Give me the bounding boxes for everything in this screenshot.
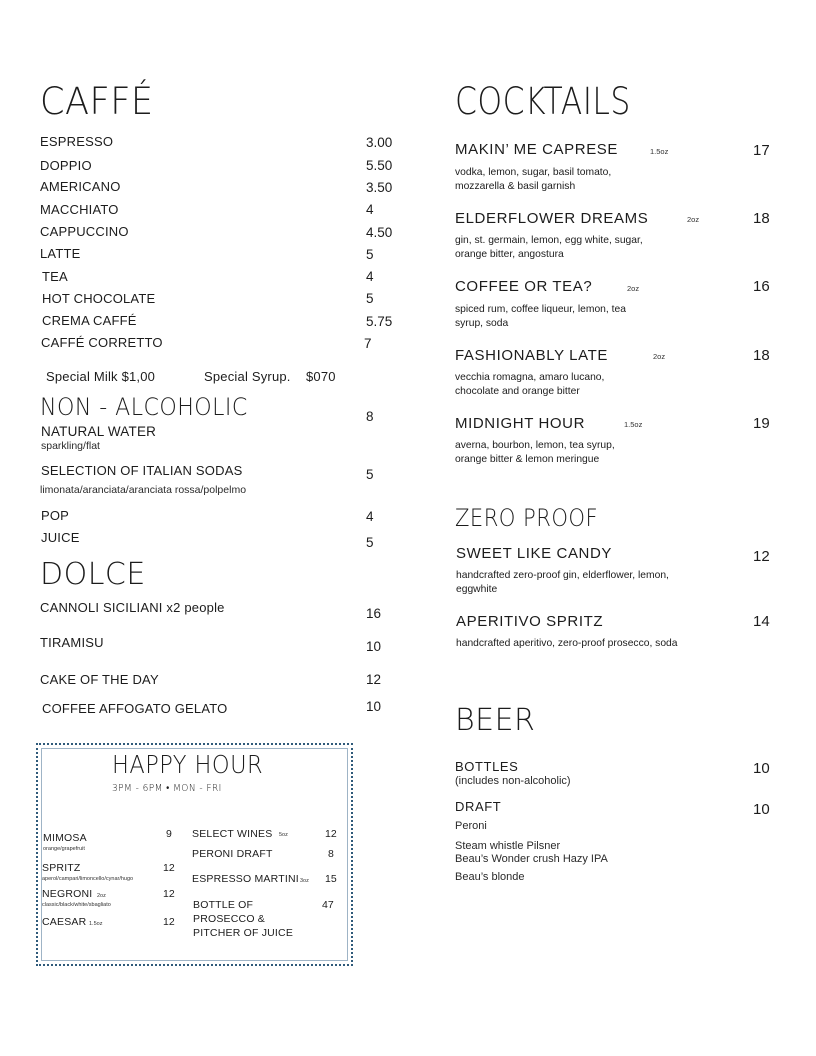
- cocktail-price: 17: [753, 142, 770, 159]
- cocktail-price: 18: [753, 210, 770, 227]
- menu-item-price: 3.50: [366, 180, 393, 195]
- menu-item-price: 5: [366, 535, 374, 550]
- special-syrup-price: $070: [306, 369, 336, 384]
- cocktail-price: 16: [753, 278, 770, 295]
- hh-item-name: SPRITZ: [42, 862, 81, 874]
- beer-bottles-price: 10: [753, 760, 770, 777]
- menu-item-price: 4: [366, 269, 374, 284]
- beer-bottles-name: BOTTLES: [455, 759, 519, 774]
- hh-item-price: 12: [163, 862, 175, 874]
- draft-beer-item: Steam whistle Pilsner: [455, 840, 561, 852]
- caffe-heading: CAFFÉ: [40, 80, 154, 123]
- hh-item-name: ESPRESSO MARTINI: [192, 873, 299, 885]
- hh-item-price: 47: [322, 899, 334, 911]
- hh-item-volume: 3oz: [300, 878, 309, 884]
- cocktail-description: spiced rum, coffee liqueur, lemon, tea syrup, soda: [455, 304, 626, 329]
- hh-item-volume: 1.5oz: [89, 921, 103, 927]
- hh-item-name: PERONI DRAFT: [192, 848, 273, 860]
- hh-item-price: 12: [325, 828, 337, 840]
- zero-proof-description: handcrafted aperitivo, zero-proof prosecco, soda: [456, 638, 678, 649]
- menu-item-name: ESPRESSO: [40, 134, 114, 149]
- cocktail-volume: 1.5oz: [624, 420, 643, 429]
- menu-item-name: JUICE: [41, 530, 80, 545]
- menu-item-price: 3.00: [366, 135, 393, 150]
- menu-item-name: CREMA CAFFÉ: [42, 313, 137, 328]
- zero-proof-heading: ZERO PROOF: [455, 504, 599, 532]
- draft-beer-item: Peroni: [455, 820, 487, 832]
- draft-beer-item: Beau’s Wonder crush Hazy IPA: [455, 853, 608, 865]
- cocktail-description: vodka, lemon, sugar, basil tomato, mozzarella & basil garnish: [455, 167, 612, 192]
- menu-item-price: 4: [366, 509, 374, 524]
- hh-item-volume: 2oz: [97, 893, 106, 899]
- hh-item-description: classic/black/white/sbagliato: [42, 902, 111, 908]
- menu-item-price: 5.75: [366, 314, 393, 329]
- menu-item-price: 4.50: [366, 225, 393, 240]
- cocktail-description: gin, st. germain, lemon, egg white, sugar, orange bitter, angostura: [455, 235, 643, 260]
- cocktail-name: ELDERFLOWER DREAMS: [455, 210, 649, 227]
- hh-item-price: 8: [328, 848, 334, 860]
- cocktail-volume: 1.5oz: [650, 147, 669, 156]
- menu-item-name: CAPPUCCINO: [40, 224, 129, 239]
- cocktail-name: MAKIN’ ME CAPRESE: [455, 141, 619, 158]
- menu-item-name: MACCHIATO: [40, 202, 119, 217]
- menu-item-price: 4: [366, 202, 374, 217]
- hh-item-name: PROSECCO &: [193, 913, 266, 925]
- cocktails-heading: COCKTAILS: [455, 80, 631, 123]
- menu-item-name: AMERICANO: [40, 179, 121, 194]
- hh-item-name: PITCHER OF JUICE: [193, 927, 294, 939]
- happy-hour-schedule: 3PM - 6PM • MON - FRI: [112, 783, 222, 794]
- hh-item-price: 9: [166, 828, 172, 840]
- menu-item-description: sparkling/flat: [41, 440, 100, 452]
- cocktail-volume: 2oz: [687, 215, 700, 224]
- beer-bottles-description: (includes non-alcoholic): [455, 775, 571, 787]
- hh-item-name: SELECT WINES: [192, 828, 273, 840]
- zero-proof-name: SWEET LIKE CANDY: [456, 545, 613, 562]
- dolce-heading: DOLCE: [40, 557, 146, 592]
- beer-draft-name: DRAFT: [455, 799, 502, 814]
- menu-item-name: LATTE: [40, 246, 81, 261]
- cocktail-volume: 2oz: [627, 284, 640, 293]
- menu-item-name: CAKE OF THE DAY: [40, 672, 159, 687]
- cocktail-volume: 2oz: [653, 352, 666, 361]
- menu-item-name: TEA: [42, 269, 68, 284]
- menu-item-name: HOT CHOCOLATE: [42, 291, 156, 306]
- menu-item-description: limonata/aranciata/aranciata rossa/polpelmo: [40, 484, 247, 496]
- menu-item-price: 16: [366, 606, 382, 621]
- menu-item-price: 10: [366, 699, 382, 714]
- zero-proof-price: 14: [753, 613, 770, 630]
- hh-item-description: orange/grapefruit: [43, 846, 85, 852]
- happy-hour-heading: HAPPY HOUR: [112, 750, 264, 779]
- menu-item-name: CANNOLI SICILIANI x2 people: [40, 600, 225, 615]
- cocktail-price: 19: [753, 415, 770, 432]
- beer-draft-price: 10: [753, 801, 770, 818]
- menu-item-price: 7: [364, 336, 372, 351]
- menu-item-price: 5: [366, 247, 374, 262]
- hh-item-description: aperol/campari/limoncello/cynar/hugo: [42, 876, 134, 882]
- cocktail-price: 18: [753, 347, 770, 364]
- menu-item-price: 10: [366, 639, 382, 654]
- zero-proof-description: handcrafted zero-proof gin, elderflower, lemon, eggwhite: [456, 570, 669, 595]
- non-alcoholic-heading: NON - ALCOHOLIC: [40, 393, 248, 421]
- hh-item-name: MIMOSA: [43, 832, 87, 844]
- hh-item-price: 15: [325, 873, 337, 885]
- menu-item-price: 5: [366, 291, 374, 306]
- hh-item-volume: 5oz: [279, 832, 288, 838]
- draft-beer-item: Beau’s blonde: [455, 871, 525, 883]
- cocktail-name: COFFEE OR TEA?: [455, 278, 593, 295]
- zero-proof-name: APERITIVO SPRITZ: [456, 613, 604, 630]
- menu-item-name: NATURAL WATER: [41, 424, 157, 439]
- hh-item-price: 12: [163, 916, 175, 928]
- menu-item-price: 5: [366, 467, 374, 482]
- menu-item-name: DOPPIO: [40, 158, 92, 173]
- menu-item-name: TIRAMISU: [40, 635, 104, 650]
- cocktail-name: MIDNIGHT HOUR: [455, 415, 586, 432]
- hh-item-name: CAESAR: [42, 916, 87, 928]
- hh-item-price: 12: [163, 888, 175, 900]
- special-syrup-note: Special Syrup.: [204, 369, 291, 384]
- menu-item-price: 12: [366, 672, 382, 687]
- cocktail-name: FASHIONABLY LATE: [455, 347, 608, 364]
- zero-proof-price: 12: [753, 548, 770, 565]
- hh-item-name: NEGRONI: [42, 888, 93, 900]
- menu-item-price: 5.50: [366, 158, 393, 173]
- cocktail-description: averna, bourbon, lemon, tea syrup, orange bitter & lemon meringue: [455, 440, 615, 465]
- menu-item-name: COFFEE AFFOGATO GELATO: [42, 701, 228, 716]
- menu-item-price: 8: [366, 409, 374, 424]
- hh-item-name: BOTTLE OF: [193, 899, 254, 911]
- menu-item-name: POP: [41, 508, 70, 523]
- menu-item-name: CAFFÉ CORRETTO: [41, 335, 163, 350]
- special-milk-note: Special Milk $1,00: [46, 369, 156, 384]
- beer-heading: BEER: [455, 703, 536, 738]
- menu-item-name: SELECTION OF ITALIAN SODAS: [41, 463, 243, 478]
- cocktail-description: vecchia romagna, amaro lucano, chocolate and orange bitter: [455, 372, 605, 397]
